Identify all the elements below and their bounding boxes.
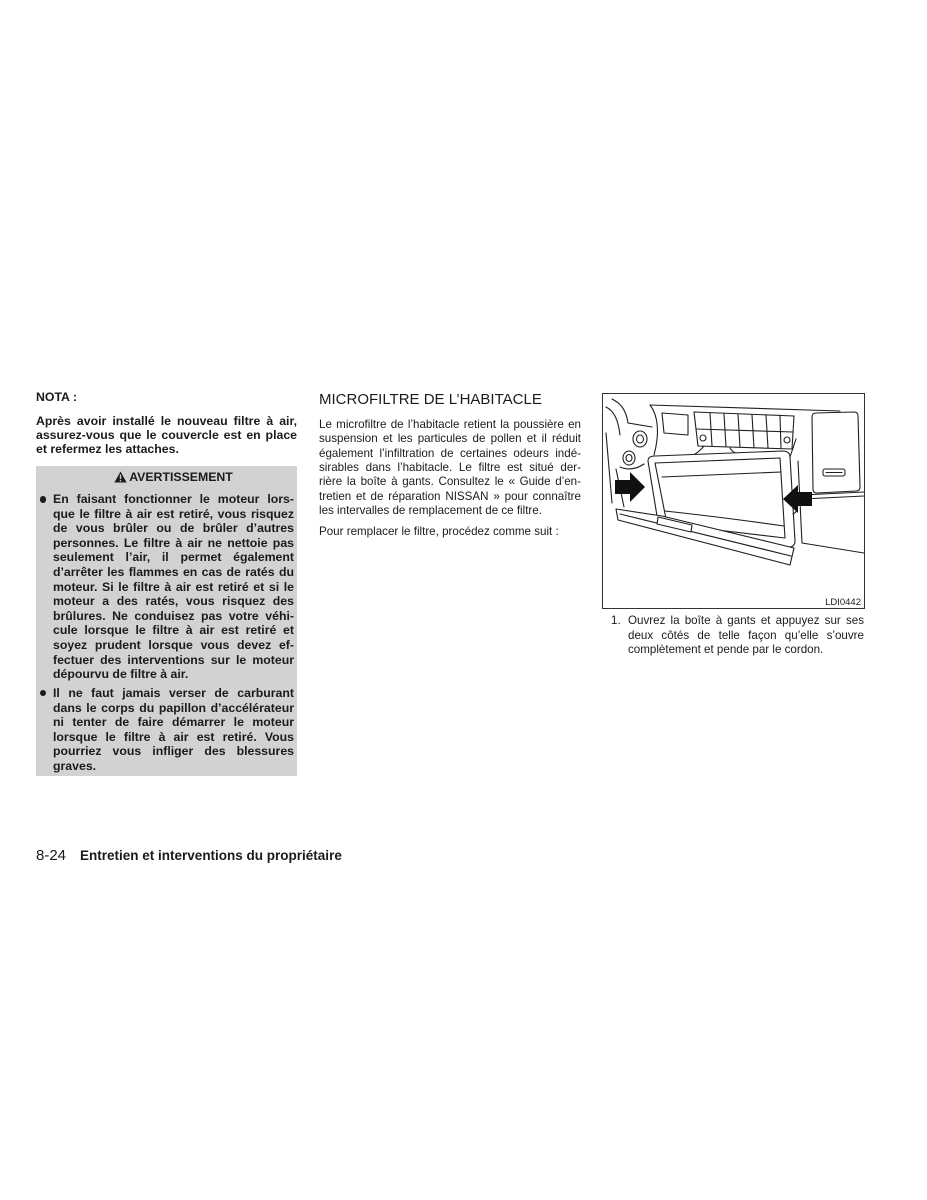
procedure-intro: Pour remplacer le filtre, procédez comme suit : bbox=[319, 525, 559, 538]
page-footer bbox=[36, 847, 342, 865]
warning-item bbox=[36, 686, 297, 774]
section-text-line: également l’infiltration de certaines odeurs indé- bbox=[319, 446, 581, 460]
step-text bbox=[628, 614, 864, 658]
bullet-icon bbox=[40, 496, 47, 503]
warning-text-line: En faisant fonctionner le moteur lors- bbox=[53, 492, 294, 506]
warning-item-text bbox=[53, 686, 294, 774]
procedure-step bbox=[611, 614, 864, 658]
warning-text-line: soyez prudent lorsque vous devez ef- bbox=[53, 637, 294, 652]
warning-triangle-icon bbox=[114, 471, 127, 483]
step-text-line: complètement et pende par le cordon. bbox=[628, 643, 824, 656]
warning-text-line: personnes. Le filtre à air ne nettoie pas bbox=[53, 535, 294, 550]
center-console-panel bbox=[798, 412, 864, 553]
warning-item bbox=[36, 492, 297, 682]
figure-label: LDI0442 bbox=[825, 597, 861, 608]
left-arrow-icon bbox=[615, 472, 645, 502]
warning-text-line: pourriez vous infliger des blessures bbox=[53, 744, 294, 759]
warning-text-line: fectuer des interventions sur le moteur bbox=[53, 652, 294, 667]
note-label: NOTA : bbox=[36, 390, 77, 404]
section-heading: MICROFILTRE DE L’HABITACLE bbox=[319, 391, 542, 408]
warning-text-line: cule lorsque le filtre à air est retiré et bbox=[53, 623, 294, 638]
warning-item-text bbox=[53, 492, 294, 682]
warning-title: AVERTISSEMENT bbox=[129, 469, 233, 484]
section-text-line: sirables dans l’habitacle. Le filtre est situé der- bbox=[319, 461, 581, 475]
note-text-line: Après avoir installé le nouveau filtre à air, bbox=[36, 414, 297, 428]
note-text-line: et refermez les attaches. bbox=[36, 442, 179, 457]
warning-text-line: brûlures. Ne conduisez pas votre véhi- bbox=[53, 608, 294, 623]
step-text-line: Ouvrez la boîte à gants et appuyez sur ses bbox=[628, 614, 864, 627]
warning-text-line: graves. bbox=[53, 758, 97, 773]
section-paragraph bbox=[319, 418, 581, 518]
warning-box bbox=[36, 466, 297, 776]
knob-icons bbox=[623, 431, 647, 465]
glove-box-illustration bbox=[603, 394, 864, 608]
warning-text-line: seulement l’air, il permet également bbox=[53, 550, 294, 565]
section-text-line: les intervalles de remplacement de ce filtre. bbox=[319, 504, 542, 518]
warning-text-line: moteur. Si le filtre à air est retiré et si le bbox=[53, 579, 294, 594]
warning-text-line: de vous brûler ou de brûler d’autres bbox=[53, 521, 294, 536]
page-number: 8-24 bbox=[36, 847, 67, 864]
figure-frame bbox=[602, 393, 865, 609]
step-text-line: deux côtés de telle façon qu’elle s’ouvre bbox=[628, 628, 864, 642]
warning-text-line: d’arrêter les flammes en cas de ratés du bbox=[53, 564, 294, 579]
note-text-line: assurez-vous que le couvercle est en place bbox=[36, 428, 297, 443]
chapter-title: Entretien et interventions du propriétaire bbox=[80, 848, 342, 863]
section-text-line: tretien et de réparation NISSAN » pour connaître bbox=[319, 489, 581, 503]
bullet-icon bbox=[40, 690, 47, 697]
section-text-line: rière la boîte à gants. Consultez le « Guide d’en- bbox=[319, 475, 581, 489]
warning-text-line: que le filtre à air est retiré, vous risquez bbox=[53, 506, 294, 521]
warning-text-line: Il ne faut jamais verser de carburant bbox=[53, 685, 294, 700]
section-text-line: suspension et les particules de pollen et il réduit bbox=[319, 432, 581, 446]
warning-header bbox=[36, 466, 297, 487]
warning-text-line: ni tenter de faire démarrer le moteur bbox=[53, 715, 294, 730]
warning-text-line: dépourvu de filtre à air. bbox=[53, 667, 189, 682]
note-paragraph bbox=[36, 414, 297, 457]
warning-text-line: dans le corps du papillon d’accélérateur bbox=[53, 700, 294, 715]
warning-text-line: lorsque le filtre à air est retiré. Vous bbox=[53, 729, 294, 744]
step-number: 1. bbox=[611, 614, 621, 627]
warning-text-line: moteur a des ratés, vous risquez des bbox=[53, 594, 294, 609]
section-text-line: Le microfiltre de l’habitacle retient la poussière en bbox=[319, 418, 581, 431]
